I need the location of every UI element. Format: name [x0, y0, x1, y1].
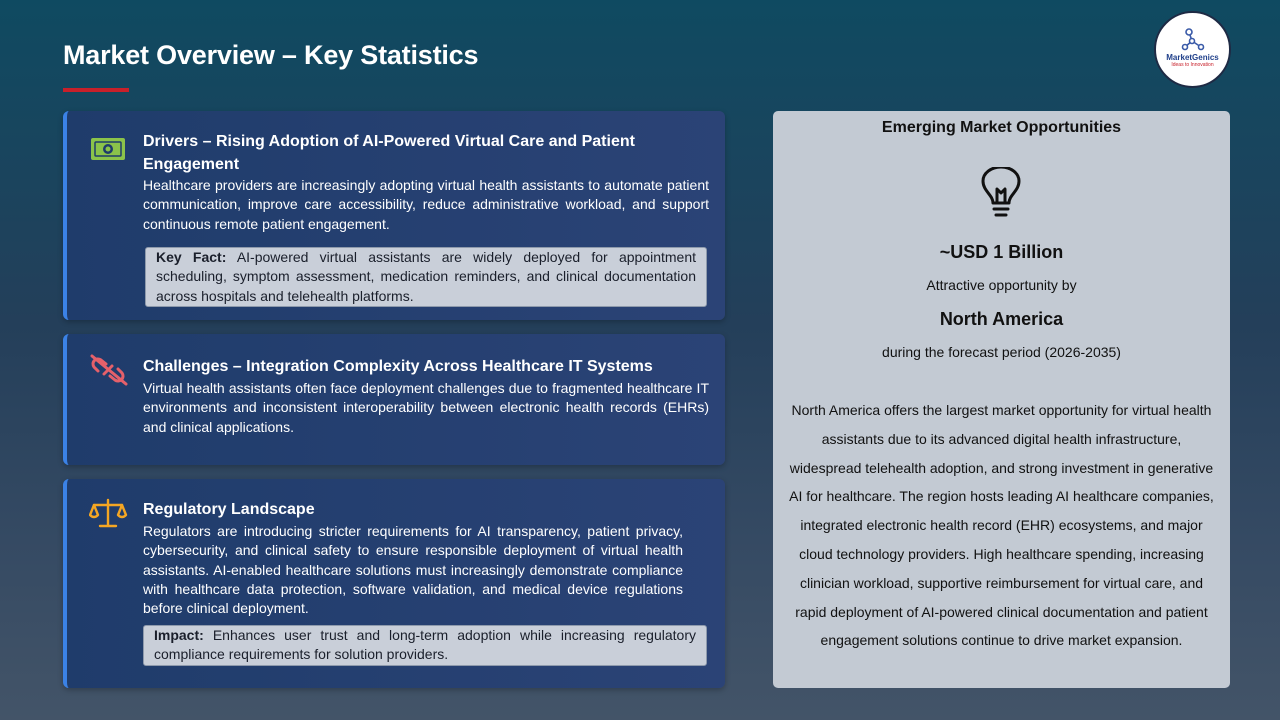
drivers-title [143, 130, 635, 176]
logo-tagline: Ideas to Innovation [1171, 62, 1214, 68]
regulatory-title: Regulatory Landscape [143, 501, 315, 518]
opportunity-region: North America [939, 309, 1064, 329]
key-fact-text: AI-powered virtual assistants are widely deployed for appointment scheduling, symptom assessment, medication reminders, and clinical documentation across hospitals and telehealth platforms. [156, 249, 696, 304]
drivers-card [63, 111, 725, 320]
impact-text: Enhances user trust and long-term adoption while increasing regulatory compliance requirements for solution providers. [154, 627, 696, 663]
drivers-title-line1: Drivers – Rising Adoption of AI-Powered Virtual Care and Patient [143, 133, 635, 150]
opportunities-panel [773, 111, 1230, 688]
regulatory-card [63, 479, 725, 688]
challenges-title: Challenges – Integration Complexity Across Healthcare IT Systems [143, 358, 653, 375]
broken-link-icon [89, 354, 129, 386]
network-logo-icon [1180, 27, 1206, 53]
opportunity-subtitle1: Attractive opportunity by [926, 277, 1077, 293]
key-fact-label: Key Fact: [156, 249, 227, 265]
company-logo [1154, 11, 1231, 88]
money-icon [89, 133, 129, 165]
impact-box [143, 625, 707, 666]
challenges-body: Virtual health assistants often face deployment challenges due to fragmented healthcare IT environments and inconsistent interoperability between electronic health records (EHRs) and clinical applications. [143, 380, 709, 435]
opportunities-title: Emerging Market Opportunities [881, 119, 1122, 136]
regulatory-body: Regulators are introducing stricter requirements for AI transparency, patient privacy, cybersecurity, and clinical safety to ensure responsible deployment of virtual health assistants. AI-enabled healthcare solutions must increasingly demonstrate compliance with healthcare data protection, software validation, and medical device regulations before clinical deployment. [143, 523, 683, 617]
page-title: Market Overview – Key Statistics [63, 40, 479, 70]
logo-name: MarketGenics [1166, 53, 1219, 62]
impact-label: Impact: [154, 627, 204, 643]
drivers-body: Healthcare providers are increasingly adopting virtual health assistants to automate patient communication, improve care accessibility, reduce administrative workload, and support continuous remote patient engagement. [143, 177, 709, 232]
title-underline [63, 88, 129, 92]
opportunity-description: North America offers the largest market opportunity for virtual health assistants due to its advanced digital health infrastructure, widespread telehealth adoption, and strong investment in generative AI for healthcare. The region hosts leading AI healthcare companies, integrated electronic health record (EHR) ecosystems, and major cloud technology providers. High healthcare spending, increasing clinician workload, supportive reimbursement for virtual care, and rapid deployment of AI-powered clinical documentation and patient engagement solutions continue to drive market expansion. [789, 402, 1214, 649]
drivers-title-line2: Engagement [143, 156, 240, 173]
lightbulb-icon [979, 167, 1023, 219]
challenges-card [63, 334, 725, 465]
opportunity-subtitle2: during the forecast period (2026-2035) [882, 344, 1121, 360]
key-fact-box [145, 247, 707, 307]
opportunity-value: ~USD 1 Billion [939, 242, 1064, 262]
scale-icon [89, 497, 129, 529]
